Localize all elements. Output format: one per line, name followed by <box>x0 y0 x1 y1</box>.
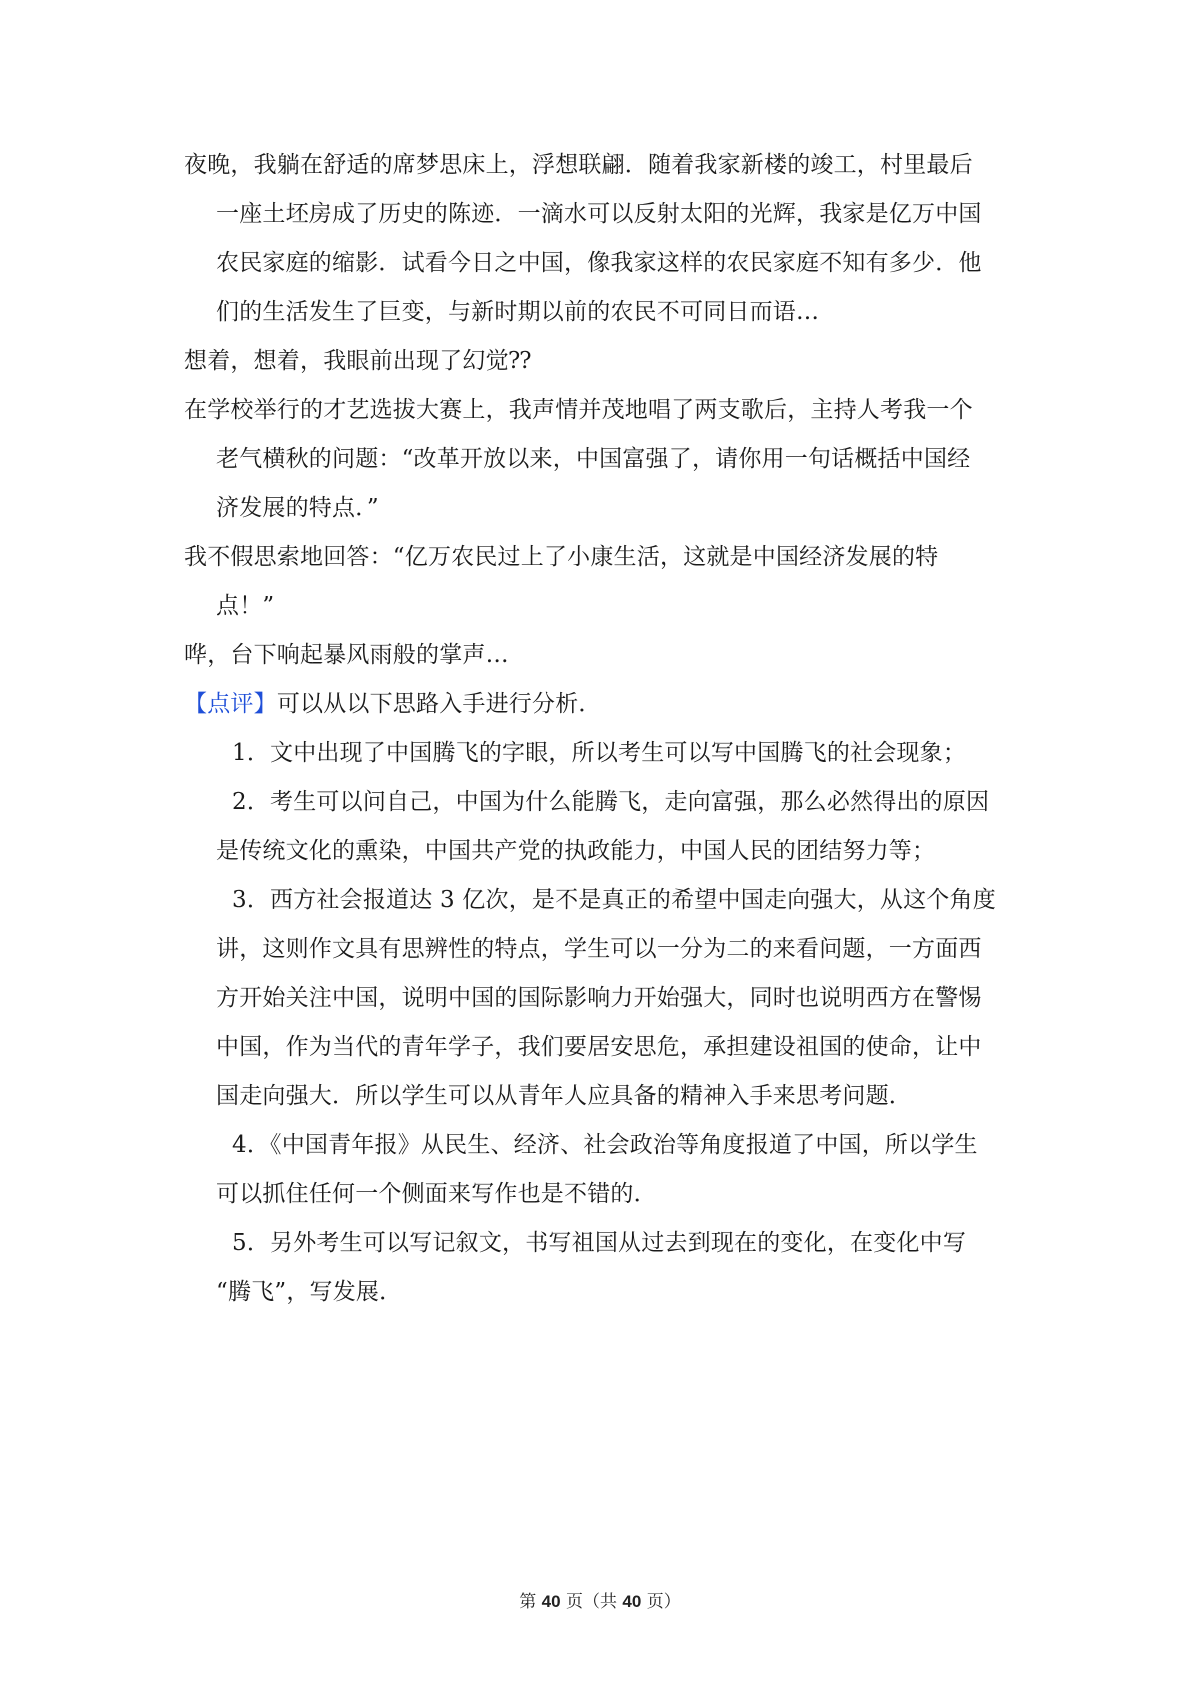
footer-page-number: 40 <box>541 1592 561 1611</box>
review-item-line: 是传统文化的熏染，中国共产党的执政能力，中国人民的团结努力等； <box>216 838 936 864</box>
review-item-line: “腾飞”，写发展． <box>216 1279 403 1305</box>
review-item-line: 方开始关注中国，说明中国的国际影响力开始强大，同时也说明西方在警惕 <box>216 985 982 1011</box>
review-heading <box>184 689 602 719</box>
essay-p2-line: 想着，想着，我眼前出现了幻觉⁇ <box>184 348 532 374</box>
page-footer <box>0 1590 1200 1614</box>
essay-p4-line: 点！” <box>216 593 275 619</box>
essay-p3-line: 济发展的特点．” <box>216 495 379 521</box>
footer-middle: 页（共 <box>560 1592 623 1612</box>
essay-p3-line: 在学校举行的才艺选拔大赛上，我声情并茂地唱了两支歌后，主持人考我一个 <box>184 397 973 423</box>
essay-p1-line: 农民家庭的缩影．试看今日之中国，像我家这样的农民家庭不知有多少．他 <box>216 250 982 276</box>
footer-prefix: 第 <box>519 1592 542 1612</box>
review-tag: 【点评】 <box>184 691 277 717</box>
review-intro: 可以从以下思路入手进行分析． <box>276 691 602 717</box>
review-item-line: 可以抓住任何一个侧面来写作也是不错的． <box>216 1181 657 1207</box>
review-item-line: 5．另外考生可以写记叙文，书写祖国从过去到现在的变化，在变化中写 <box>232 1230 967 1256</box>
essay-p5-line: 哗，台下响起暴风雨般的掌声… <box>184 642 509 668</box>
essay-p1-line: 夜晚，我躺在舒适的席梦思床上，浮想联翩．随着我家新楼的竣工，村里最后 <box>184 152 973 178</box>
review-item-line: 1．文中出现了中国腾飞的字眼，所以考生可以写中国腾飞的社会现象； <box>232 740 967 766</box>
footer-total-pages: 40 <box>622 1592 642 1611</box>
essay-p4-line: 我不假思索地回答：“亿万农民过上了小康生活，这就是中国经济发展的特 <box>184 544 939 570</box>
essay-p1-line: 一座土坯房成了历史的陈迹．一滴水可以反射太阳的光辉，我家是亿万中国 <box>216 201 982 227</box>
footer-suffix: 页） <box>641 1592 681 1612</box>
review-item-line: 讲，这则作文具有思辨性的特点，学生可以一分为二的来看问题，一方面西 <box>216 936 982 962</box>
review-item-line: 国走向强大．所以学生可以从青年人应具备的精神入手来思考问题． <box>216 1083 912 1109</box>
review-item-line: 4．《中国青年报》从民生、经济、社会政治等角度报道了中国，所以学生 <box>232 1132 978 1158</box>
review-item-line: 3．西方社会报道达 3 亿次，是不是真正的希望中国走向强大，从这个角度 <box>232 887 996 913</box>
essay-p3-line: 老气横秋的问题：“改革开放以来，中国富强了，请你用一句话概括中国经 <box>216 446 971 472</box>
essay-p1-line: 们的生活发生了巨变，与新时期以前的农民不可同日而语… <box>216 299 820 325</box>
review-item-line: 中国，作为当代的青年学子，我们要居安思危，承担建设祖国的使命，让中 <box>216 1034 982 1060</box>
review-item-line: 2．考生可以问自己，中国为什么能腾飞，走向富强，那么必然得出的原因 <box>232 789 990 815</box>
